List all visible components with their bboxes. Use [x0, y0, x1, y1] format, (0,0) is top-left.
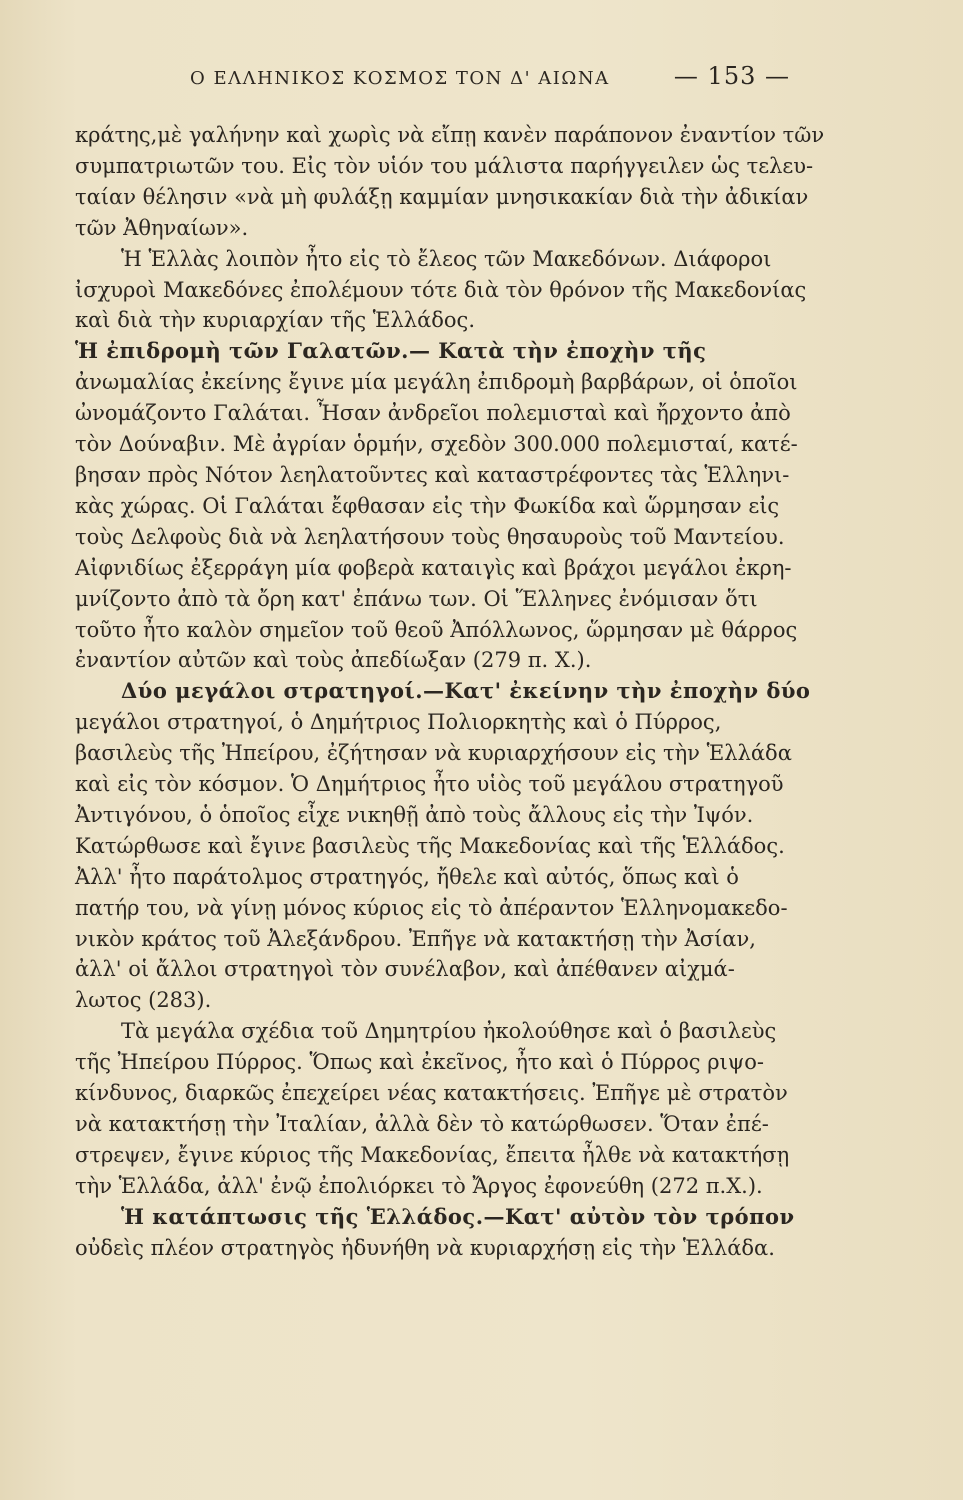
- text-line: καὶ διὰ τὴν κυριαρχίαν τῆς Ἑλλάδος.: [75, 308, 475, 333]
- text-line: ὠνομάζοντο Γαλάται. Ἦσαν ἀνδρεῖοι πολεμισταὶ καὶ ἤρχοντο ἀπὸ: [75, 401, 791, 426]
- text-line: τὸν Δούναβιν. Μὲ ἀγρίαν ὁρμήν, σχεδὸν 300.000 πολεμισταί, κατέ-: [75, 432, 798, 457]
- text-line: Αἰφνιδίως ἐξερράγη μία φοβερὰ καταιγὶς καὶ βράχοι μεγάλοι ἐκρη-: [75, 555, 792, 580]
- text-line: μνίζοντο ἀπὸ τὰ ὄρη κατ' ἐπάνω των. Οἱ Ἕλληνες ἐνόμισαν ὅτι: [75, 586, 758, 611]
- section-heading: Δύο μεγάλοι στρατηγοί.—Κατ' ἐκείνην τὴν ἐποχὴν δύο: [121, 678, 811, 704]
- text-line: Κατώρθωσε καὶ ἔγινε βασιλεὺς τῆς Μακεδονίας καὶ τῆς Ἑλλάδος.: [75, 833, 785, 858]
- text-line: τὴν Ἑλλάδα, ἀλλ' ἐνῷ ἐπολιόρκει τὸ Ἄργος ἐφονεύθη (272 π.Χ.).: [75, 1173, 763, 1198]
- text-line: νὰ κατακτήσῃ τὴν Ἰταλίαν, ἀλλὰ δὲν τὸ κατώρθωσεν. Ὅταν ἐπέ-: [75, 1112, 769, 1136]
- text-line: Ἡ Ἑλλὰς λοιπὸν ἦτο εἰς τὸ ἔλεος τῶν Μακεδόνων. Διάφοροι: [121, 246, 772, 271]
- text-line: τῶν Ἀθηναίων».: [75, 215, 249, 240]
- page-body: [75, 120, 825, 1264]
- text-line: ἀλλ' οἱ ἄλλοι στρατηγοὶ τὸν συνέλαβον, καὶ ἀπέθανεν αἰχμά-: [75, 957, 735, 982]
- text-line: κράτης,μὲ γαλήνην καὶ χωρὶς νὰ εἴπῃ κανὲν παράπονον ἐναντίον τῶν: [75, 123, 825, 147]
- text-line: συμπατριωτῶν του. Εἰς τὸν υἱόν του μάλιστα παρήγγειλεν ὡς τελευ-: [75, 153, 814, 178]
- section-heading: Ἡ κατάπτωσις τῆς Ἑλλάδος.—Κατ' αὐτὸν τὸν τρόπον: [121, 1203, 795, 1229]
- text-line: καὶ εἰς τὸν κόσμον. Ὁ Δημήτριος ἦτο υἱὸς τοῦ μεγάλου στρατηγοῦ: [75, 772, 784, 797]
- running-title: Ο ΕΛΛΗΝΙΚΟΣ ΚΟΣΜΟΣ ΤΟΝ Δ' ΑΙΩΝΑ: [190, 68, 610, 89]
- text-line: ἀνωμαλίας ἐκείνης ἔγινε μία μεγάλη ἐπιδρομὴ βαρβάρων, οἱ ὁποῖοι: [75, 370, 798, 395]
- text-line: νικὸν κράτος τοῦ Ἀλεξάνδρου. Ἐπῆγε νὰ κατακτήσῃ τὴν Ἀσίαν,: [75, 926, 756, 951]
- text-line: Ἀλλ' ἦτο παράτολμος στρατηγός, ἤθελε καὶ αὐτός, ὅπως καὶ ὁ: [75, 864, 739, 889]
- page-header: [190, 62, 790, 90]
- text-line: στρεψεν, ἔγινε κύριος τῆς Μακεδονίας, ἔπειτα ἦλθε νὰ κατακτήσῃ: [75, 1142, 790, 1167]
- text-line: βασιλεὺς τῆς Ἠπείρου, ἐζήτησαν νὰ κυριαρχήσουν εἰς τὴν Ἑλλάδα: [75, 741, 792, 766]
- text-line: οὐδεὶς πλέον στρατηγὸς ἠδυνήθη νὰ κυριαρχήσῃ εἰς τὴν Ἑλλάδα.: [75, 1235, 775, 1260]
- text-line: ταίαν θέλησιν «νὰ μὴ φυλάξῃ καμμίαν μνησικακίαν διὰ τὴν ἀδικίαν: [75, 184, 809, 209]
- text-line: τοῦτο ἦτο καλὸν σημεῖον τοῦ θεοῦ Ἀπόλλωνος, ὥρμησαν μὲ θάρρος: [75, 617, 798, 642]
- text-line: ἐναντίον αὐτῶν καὶ τοὺς ἀπεδίωξαν (279 π. Χ.).: [75, 648, 592, 673]
- text-line: πατήρ του, νὰ γίνῃ μόνος κύριος εἰς τὸ ἀπέραντον Ἑλληνομακεδο-: [75, 895, 788, 920]
- text-line: μεγάλοι στρατηγοί, ὁ Δημήτριος Πολιορκητὴς καὶ ὁ Πύρρος,: [75, 710, 722, 735]
- text-line: κίνδυνος, διαρκῶς ἐπεχείρει νέας κατακτήσεις. Ἐπῆγε μὲ στρατὸν: [75, 1081, 788, 1106]
- text-line: κὰς χώρας. Οἱ Γαλάται ἔφθασαν εἰς τὴν Φωκίδα καὶ ὥρμησαν εἰς: [75, 493, 780, 518]
- page-number: — 153 —: [673, 62, 790, 90]
- text-line: τοὺς Δελφοὺς διὰ νὰ λεηλατήσουν τοὺς θησαυροὺς τοῦ Μαντείου.: [75, 524, 785, 549]
- text-line: Ἀντιγόνου, ὁ ὁποῖος εἶχε νικηθῇ ἀπὸ τοὺς ἄλλους εἰς τὴν Ἰψόν.: [75, 802, 754, 827]
- text-line: τῆς Ἠπείρου Πύρρος. Ὅπως καὶ ἐκεῖνος, ἦτο καὶ ὁ Πύρρος ριψο-: [75, 1050, 765, 1075]
- text-line: ἰσχυροὶ Μακεδόνες ἐπολέμουν τότε διὰ τὸν θρόνον τῆς Μακεδονίας: [75, 277, 807, 302]
- text-line: Τὰ μεγάλα σχέδια τοῦ Δημητρίου ἠκολούθησε καὶ ὁ βασιλεὺς: [121, 1019, 777, 1044]
- text-line: λωτος (283).: [75, 988, 212, 1013]
- text-line: βησαν πρὸς Νότον λεηλατοῦντες καὶ καταστρέφοντες τὰς Ἑλληνι-: [75, 462, 790, 487]
- section-heading: Ἡ ἐπιδρομὴ τῶν Γαλατῶν.— Κατὰ τὴν ἐποχὴν τῆς: [75, 338, 707, 364]
